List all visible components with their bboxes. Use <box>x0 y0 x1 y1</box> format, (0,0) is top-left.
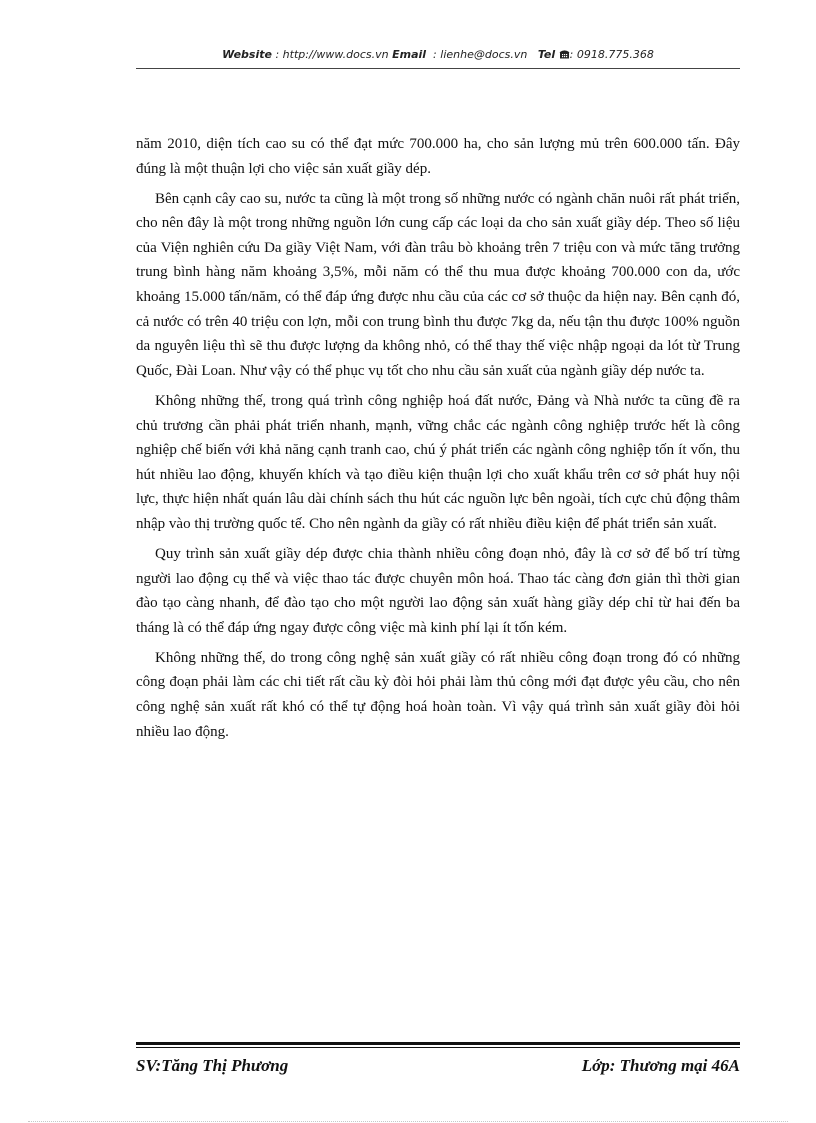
footer-divider-thin <box>136 1047 740 1048</box>
website-url[interactable]: http://www.docs.vn <box>282 48 389 61</box>
header-divider <box>136 68 740 69</box>
page-bottom-edge <box>28 1121 788 1122</box>
page-header <box>136 47 740 64</box>
paragraph: Không những thế, trong quá trình công nghiệp hoá đất nước, Đảng và Nhà nước ta cũng đề ra chủ trương cần phải phát triển nhanh, mạnh, vững chắc các ngành công nghiệp trước hết là công nghiệp chế biến với khả năng cạnh tranh cao, chú ý phát triển các ngành công nghiệp tốn ít vốn, thu hút nhiều lao động, khuyến khích và tạo điều kiện thuận lợi cho xuất khẩu trên cơ sở phát huy nội lực, thực hiện nhất quán lâu dài chính sách thu hút các nguồn lực bên ngoài, tích cực chủ động thâm nhập vào thị trường quốc tế. Cho nên ngành da giầy có rất nhiều điều kiện để phát triển sản xuất. <box>136 392 740 532</box>
email-address[interactable]: lienhe@docs.vn <box>440 48 528 61</box>
email-label: Email <box>392 48 427 61</box>
paragraph: Không những thế, do trong công nghệ sản xuất giầy có rất nhiều công đoạn trong đó có những công đoạn phải làm các chi tiết rất cầu kỳ đòi hỏi phải làm thủ công mới đạt được yêu cầu, cho nên công nghệ sản xuất rất khó có thể tự động hoá hoàn toàn. Vì vậy quá trình sản xuất giầy đòi hỏi nhiều lao động. <box>136 649 740 740</box>
paragraph: Bên cạnh cây cao su, nước ta cũng là một trong số những nước có ngành chăn nuôi rất phát triển, cho nên đây là một trong những nguồn lớn cung cấp các loại da cho sản xuất giầy dép. Theo số liệu của Viện nghiên cứu Da giầy Việt Nam, với đàn trâu bò khoảng trên 7 triệu con và mức tăng trưởng trung bình hàng năm khoảng 3,5%, mỗi năm có thể thu mua được khoảng 700.000 con da, ước khoảng 15.000 tấn/năm, có thể đáp ứng được nhu cầu của các cơ sở thuộc da hiện nay. Bên cạnh đó, cả nước có trên 40 triệu con lợn, mỗi con trung bình thu được 7kg da, nếu tận thu được 100% nguồn da nguyên liệu thì sẽ thu được lượng da không nhỏ, có thể thay thế việc nhập ngoại da lót từ Trung Quốc, Đài Loan. Như vậy có thể phục vụ tốt cho nhu cầu sản xuất của ngành giầy dép nước ta. <box>136 190 740 379</box>
header-separator: : <box>569 48 577 61</box>
tel-label: Tel <box>537 48 556 61</box>
header-separator: : <box>426 48 441 61</box>
paragraph: năm 2010, diện tích cao su có thể đạt mức 700.000 ha, cho sản lượng mủ trên 600.000 tấn. Đây đúng là một thuận lợi cho việc sản xuất giầy dép. <box>136 136 740 177</box>
phone-number: 0918.775.368 <box>576 48 654 61</box>
footer-student-name: SV:Tăng Thị Phương <box>136 1056 289 1075</box>
document-body <box>136 132 740 750</box>
paragraph: Quy trình sản xuất giầy dép được chia thành nhiều công đoạn nhỏ, đây là cơ sở để bố trí từng người lao động cụ thể và việc thao tác được chuyên môn hoá. Thao tác càng đơn giản thì thời gian đào tạo càng nhanh, để đào tạo cho một người lao động sản xuất hàng giầy dép chỉ từ hai đến ba tháng là có thể đáp ứng ngay được công việc mà kinh phí lại ít tốn kém. <box>136 546 740 636</box>
footer-class-name: Lớp: Thương mại 46A <box>581 1056 740 1075</box>
phone-icon <box>559 48 570 64</box>
website-label: Website <box>222 48 272 61</box>
footer-divider-thick <box>136 1042 740 1045</box>
header-separator: : <box>271 48 283 61</box>
